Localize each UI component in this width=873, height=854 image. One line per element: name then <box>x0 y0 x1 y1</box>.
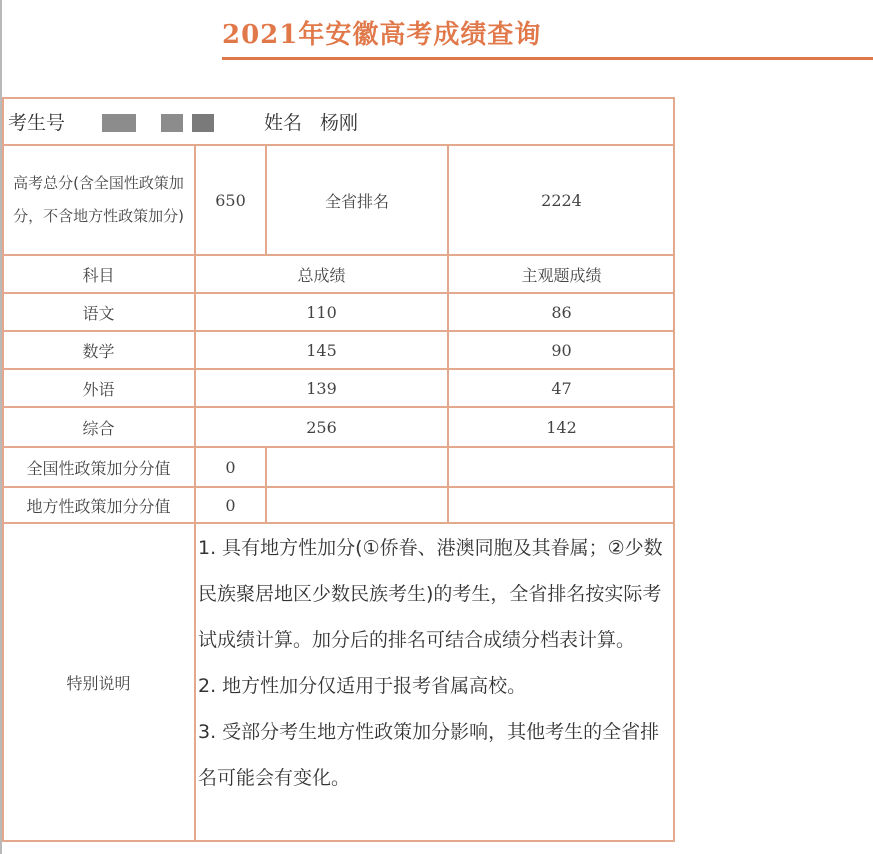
subject-total: 256 <box>306 417 337 437</box>
subject-total: 110 <box>306 302 337 322</box>
subject-header: 科目 <box>82 265 115 285</box>
subject-total: 145 <box>306 340 337 360</box>
subject-subjective: 47 <box>551 378 572 398</box>
redacted-id-part-1 <box>102 114 136 132</box>
name-value: 杨刚 <box>320 112 359 134</box>
redacted-id-part-3 <box>192 114 214 132</box>
total-score-value: 650 <box>215 190 246 210</box>
subject-subjective: 90 <box>551 340 572 360</box>
note-item: 2. 地方性加分仅适用于报考省属高校。 <box>198 675 527 697</box>
national-bonus-value: 0 <box>225 457 236 477</box>
page-title: 2021年安徽高考成绩查询 <box>222 20 542 50</box>
title-underline <box>222 57 873 60</box>
national-bonus-label: 全国性政策加分分值 <box>26 458 171 478</box>
redacted-id-part-2 <box>161 114 183 132</box>
subjective-header: 主观题成绩 <box>521 265 602 285</box>
subject-subjective: 86 <box>551 302 572 322</box>
total-header: 总成绩 <box>297 265 346 285</box>
exam-info-row <box>2 97 675 145</box>
total-score-label: 高考总分(含全国性政策加分，不含地方性政策加分) <box>13 174 184 225</box>
name-label: 姓名 <box>264 112 303 134</box>
subject-name: 外语 <box>82 379 115 399</box>
subject-name: 综合 <box>82 418 115 438</box>
notes-label: 特别说明 <box>66 674 131 693</box>
subject-name: 数学 <box>82 341 115 361</box>
local-bonus-value: 0 <box>225 495 236 515</box>
province-rank-label: 全省排名 <box>324 191 389 211</box>
notes-content <box>198 525 674 801</box>
subject-total: 139 <box>306 378 337 398</box>
subject-name: 语文 <box>82 303 115 323</box>
exam-id-label: 考生号 <box>8 112 66 134</box>
local-bonus-label: 地方性政策加分分值 <box>26 496 171 516</box>
note-item: 1. 具有地方性加分(①侨眷、港澳同胞及其眷属；②少数民族聚居地区少数民族考生)的考生，全省排名按实际考试成绩计算。加分后的排名可结合成绩分档表计算。 <box>198 537 663 651</box>
province-rank-value: 2224 <box>541 190 582 210</box>
subject-subjective: 142 <box>546 417 577 437</box>
note-item: 3. 受部分考生地方性政策加分影响，其他考生的全省排名可能会有变化。 <box>198 721 660 789</box>
